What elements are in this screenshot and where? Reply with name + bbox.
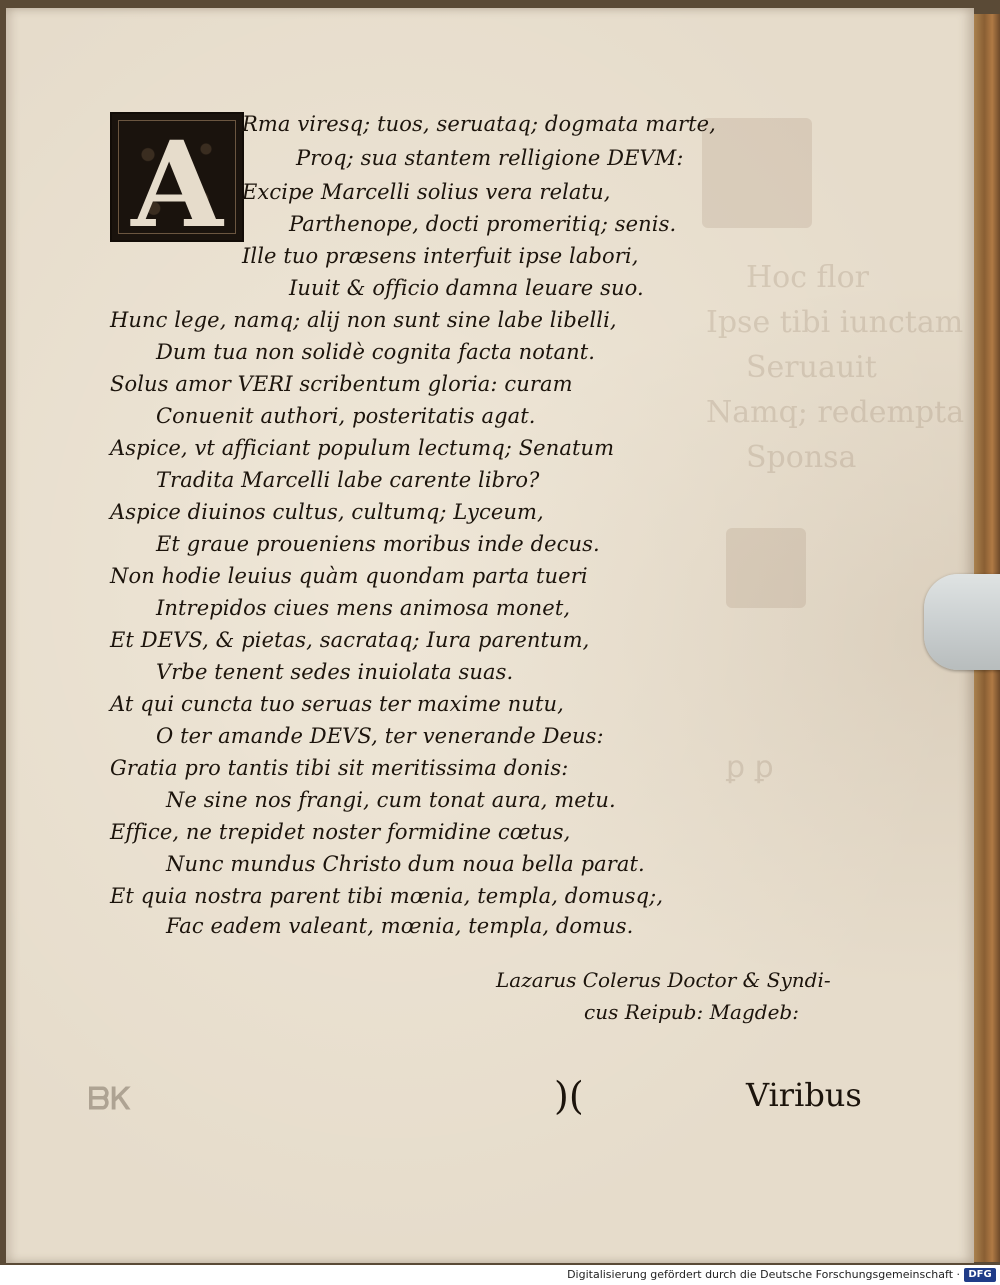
show-through-initial xyxy=(726,528,806,608)
funding-notice: Digitalisierung gefördert durch die Deutsche Forschungsgemeinschaft · xyxy=(567,1268,960,1281)
catchword: Viribus xyxy=(746,1076,862,1114)
poem-line: Non hodie leuius quàm quondam parta tueri xyxy=(110,564,588,588)
page-clip xyxy=(924,574,1000,670)
poem-line: Hunc lege, namq; alij non sunt sine labe libelli, xyxy=(110,308,617,332)
library-stamp: ᗷᏦ xyxy=(88,1082,133,1117)
poem-line: Aspice, vt afficiant populum lectumq; Senatum xyxy=(110,436,615,460)
poem-line: At qui cuncta tuo seruas ter maxime nutu, xyxy=(110,692,564,716)
show-through-text: Hoc flor xyxy=(746,260,869,295)
poem-line: Aspice diuinos cultus, cultumq; Lyceum, xyxy=(110,500,544,524)
poem-line: Ne sine nos frangi, cum tonat aura, metu. xyxy=(166,788,616,812)
poem-line: Vrbe tenent sedes inuiolata suas. xyxy=(156,660,514,684)
author-signature-line-1: Lazarus Colerus Doctor & Syndi- xyxy=(496,968,831,992)
poem-line: Excipe Marcelli solius vera relatu, xyxy=(242,180,611,204)
poem-line: Intrepidos ciues mens animosa monet, xyxy=(156,596,571,620)
signature-mark: )( xyxy=(554,1074,584,1118)
poem-line: Conuenit authori, posteritatis agat. xyxy=(156,404,536,428)
poem-line: Parthenope, docti promeritiq; senis. xyxy=(289,212,677,236)
poem-line: Nunc mundus Christo dum noua bella parat. xyxy=(166,852,645,876)
poem-line: Rma viresq; tuos, seruataq; dogmata marte, xyxy=(242,112,716,136)
poem-line: O ter amande DEVS, ter venerande Deus: xyxy=(156,724,604,748)
poem-line: Proq; sua stantem relligione DEVM: xyxy=(296,146,684,170)
show-through-initial xyxy=(702,118,812,228)
poem-line: Fac eadem valeant, mœnia, templa, domus. xyxy=(166,914,634,938)
digitization-footer xyxy=(0,1265,1000,1285)
dfg-logo: DFG xyxy=(964,1268,996,1282)
poem-line: Iuuit & officio damna leuare suo. xyxy=(289,276,644,300)
show-through-text: Sponsa xyxy=(746,440,857,475)
show-through-text: Namq; redempta xyxy=(706,395,965,430)
poem-line: Et quia nostra parent tibi mœnia, templa, domusq;, xyxy=(110,884,664,908)
book-page xyxy=(6,8,974,1263)
poem-line: Effice, ne trepidet noster formidine cœtus, xyxy=(110,820,571,844)
show-through-text: Ipse tibi iunctam xyxy=(706,305,964,340)
poem-line: Et graue proueniens moribus inde decus. xyxy=(156,532,600,556)
show-through-text: Seruauit xyxy=(746,350,877,385)
poem-line: Solus amor VERI scribentum gloria: curam xyxy=(110,372,573,396)
initial-letter: A xyxy=(131,115,223,254)
poem-line: Tradita Marcelli labe carente libro? xyxy=(156,468,540,492)
show-through-text: ꝑ ꝑ xyxy=(726,750,774,785)
decorated-initial xyxy=(110,112,244,254)
poem-line: Gratia pro tantis tibi sit meritissima donis: xyxy=(110,756,569,780)
poem-line: Ille tuo præsens interfuit ipse labori, xyxy=(242,244,639,268)
poem-line: Et DEVS, & pietas, sacrataq; Iura parentum, xyxy=(110,628,590,652)
initial-ornament xyxy=(118,115,236,254)
poem-line: Dum tua non solidè cognita facta notant. xyxy=(156,340,596,364)
author-signature-line-2: cus Reipub: Magdeb: xyxy=(584,1000,799,1024)
